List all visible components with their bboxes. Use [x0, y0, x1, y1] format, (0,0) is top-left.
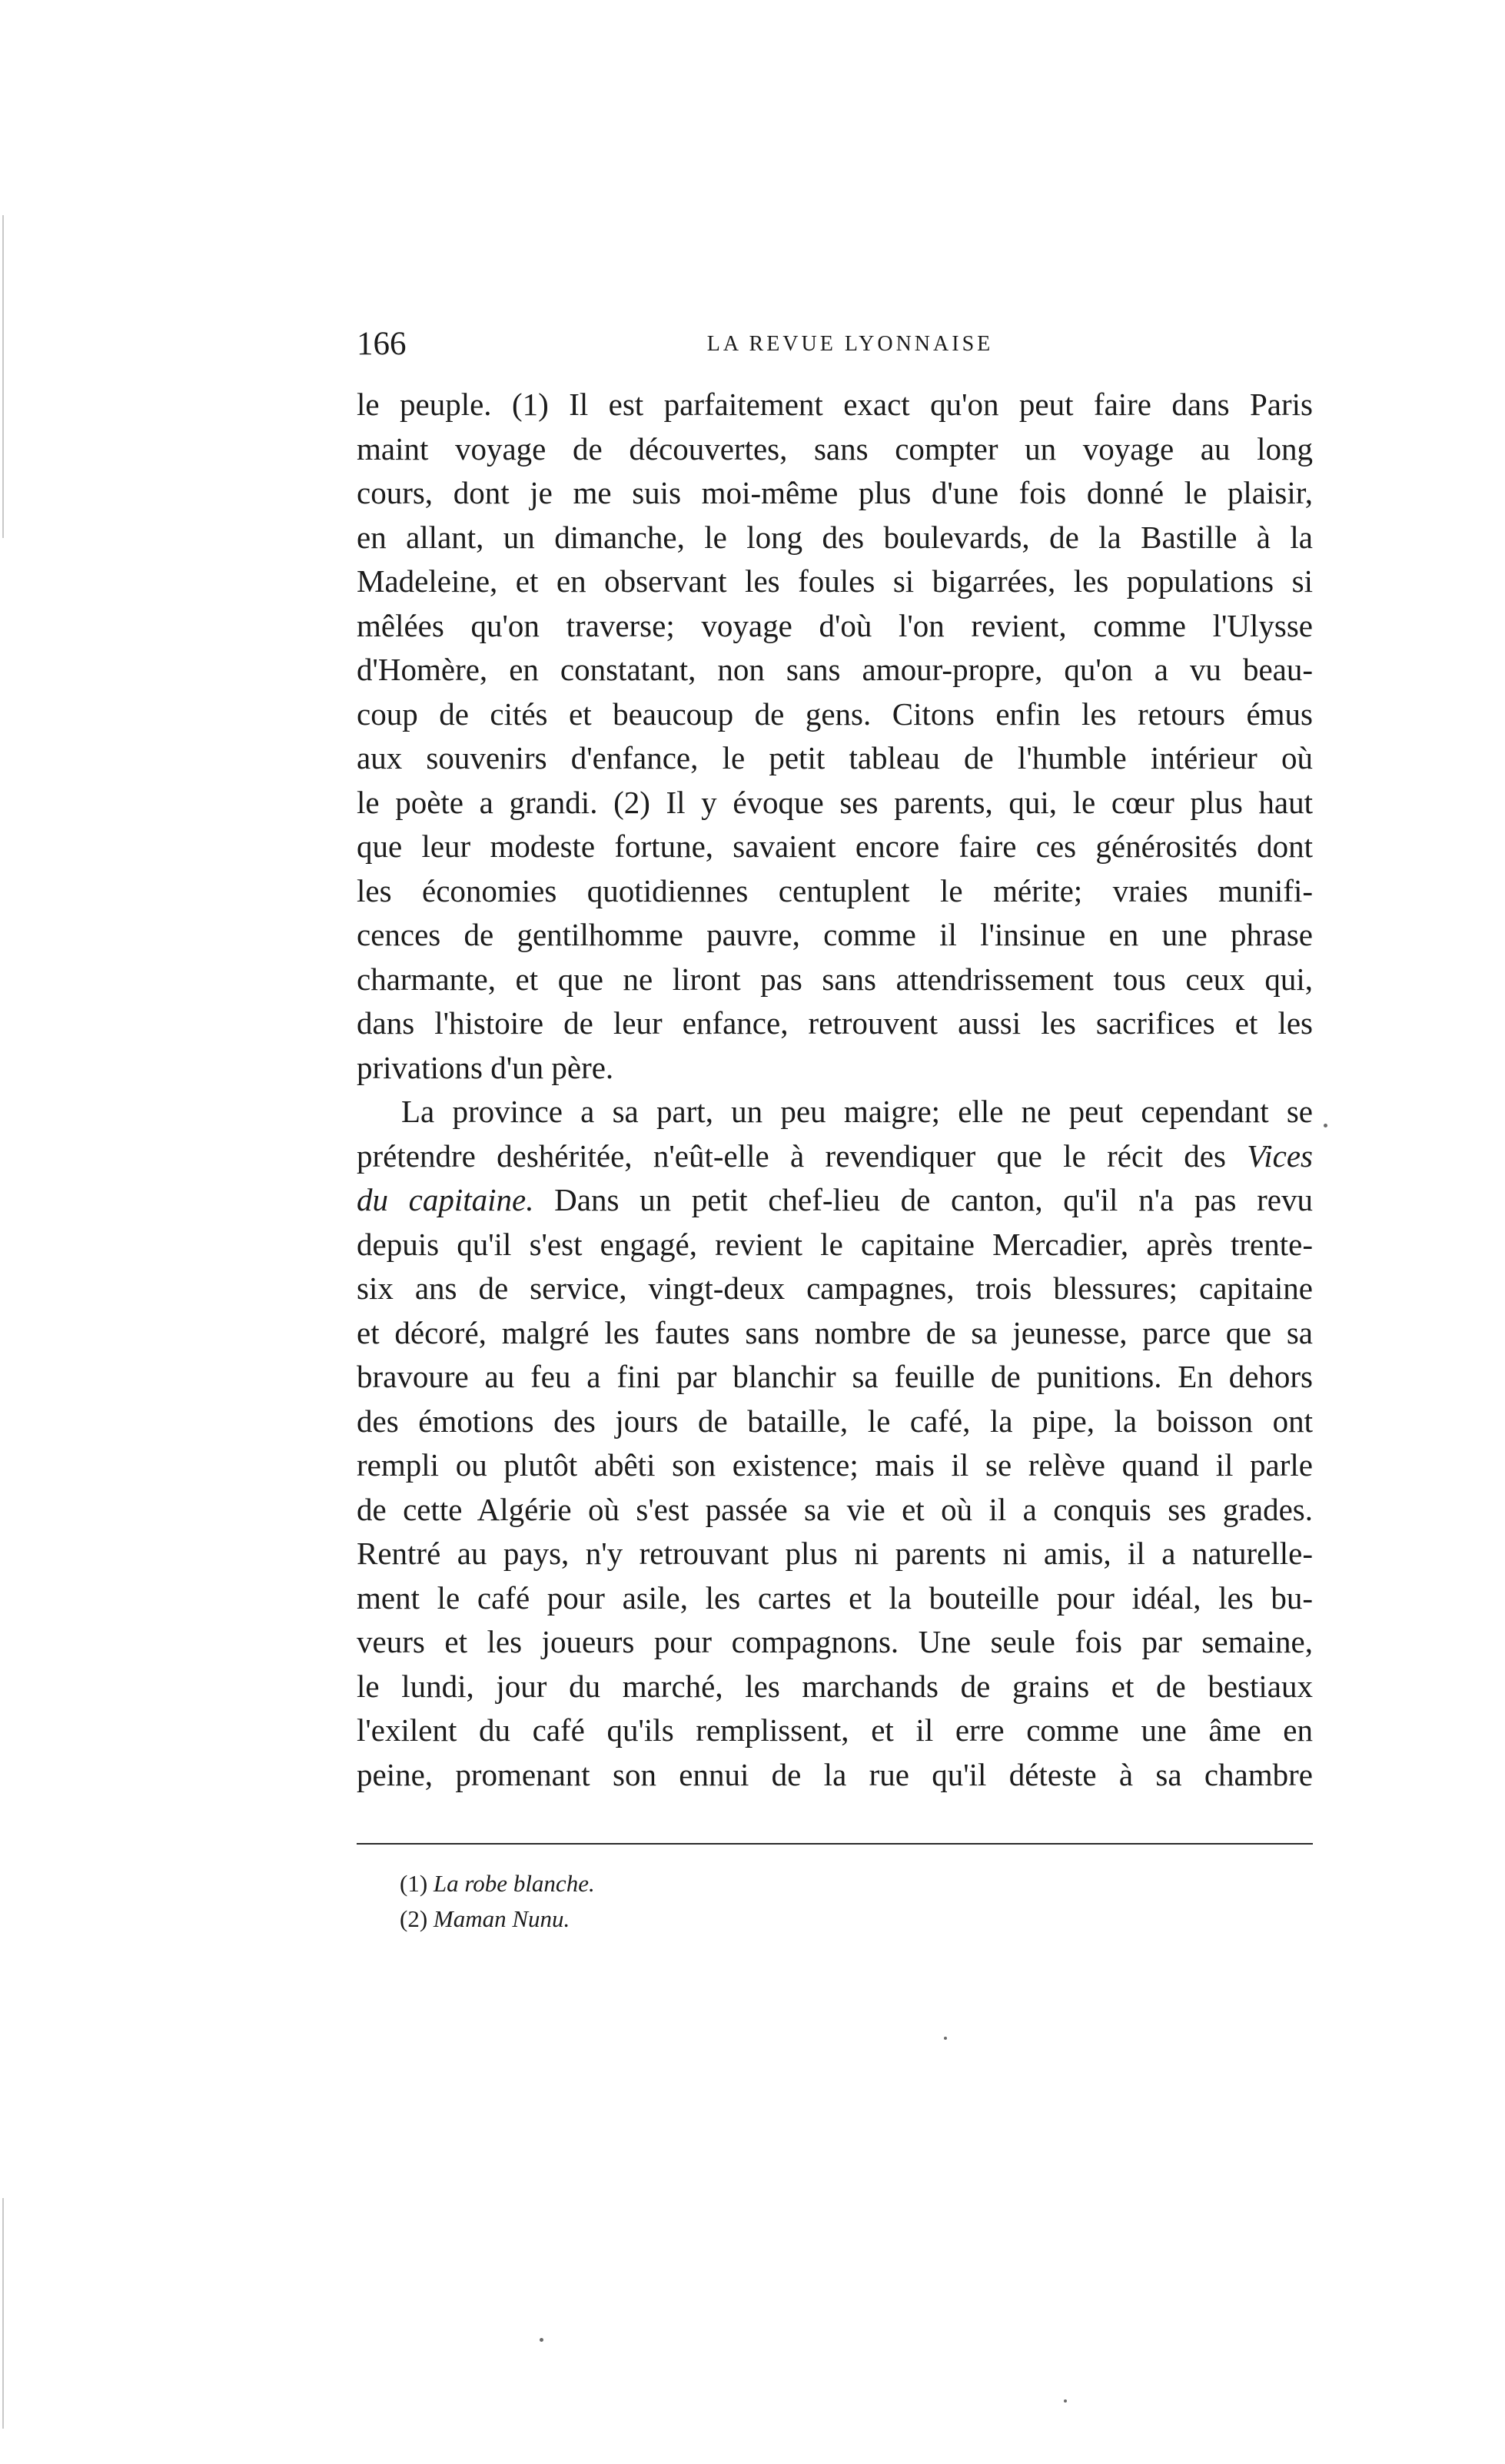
text-line: coup de cités et beaucoup de gens. Citons enfin les retours émus: [357, 696, 1313, 732]
text-line: dans l'histoire de leur enfance, retrouvent aussi les sacrifices et les: [357, 1005, 1313, 1041]
text-line: Rentré au pays, n'y retrouvant plus ni parents ni amis, il a naturelle-: [357, 1536, 1313, 1571]
footnote-divider: [357, 1843, 1313, 1845]
text-line: mêlées qu'on traverse; voyage d'où l'on revient, comme l'Ulysse: [357, 607, 1313, 643]
text-line: le poète a grandi. (2) Il y évoque ses parents, qui, le cœur plus haut: [357, 784, 1313, 820]
text-line: ment le café pour asile, les cartes et la bouteille pour idéal, les bu-: [357, 1579, 1313, 1616]
text-line: d'Homère, en constatant, non sans amour-propre, qu'on a vu beau-: [357, 652, 1313, 687]
text-line: le peuple. (1) Il est parfaitement exact qu'on peut faire dans Paris: [357, 387, 1313, 422]
scan-speck: [944, 2037, 947, 2040]
text-line: charmante, et que ne liront pas sans attendrissement tous ceux qui,: [357, 961, 1313, 997]
work-title: Vices: [1247, 1137, 1313, 1174]
text-line: bravoure au feu a fini par blanchir sa feuille de punitions. En dehors: [357, 1359, 1313, 1394]
text-line: cences de gentilhomme pauvre, comme il l'insinue en une phrase: [357, 917, 1313, 952]
footnote: [400, 1866, 595, 1901]
text-line: maint voyage de découvertes, sans compter un voyage au long: [357, 430, 1313, 467]
text-line-with-title: [357, 1178, 1313, 1223]
scan-speck: [540, 2338, 543, 2342]
text-line: les économies quotidiennes centuplent le mérite; vraies munifi-: [357, 872, 1313, 908]
text-segment: prétendre deshéritée, n'eût-elle à revendiquer que le récit des: [357, 1137, 1226, 1174]
scan-edge: [2, 2198, 4, 2429]
text-line: La province a sa part, un peu maigre; elle ne peut cependant se: [401, 1094, 1313, 1129]
text-line: de cette Algérie où s'est passée sa vie et où il a conquis ses grades.: [357, 1491, 1313, 1527]
body-text: [357, 383, 1313, 1797]
text-line: aux souvenirs d'enfance, le petit tableau de l'humble intérieur où: [357, 740, 1313, 775]
text-line: peine, promenant son ennui de la rue qu'il déteste à sa chambre: [357, 1756, 1313, 1792]
running-header: [357, 321, 1313, 367]
footnotes: [400, 1866, 595, 1937]
text-line: veurs et les joueurs pour compagnons. Une seule fois par semaine,: [357, 1624, 1313, 1659]
text-line: cours, dont je me suis moi-même plus d'une fois donné le plaisir,: [357, 475, 1313, 510]
text-line: six ans de service, vingt-deux campagnes, trois blessures; capitaine: [357, 1270, 1313, 1306]
page-number: 166: [357, 326, 407, 362]
footnote-marker: (1): [400, 1870, 428, 1897]
work-title: du capitaine.: [357, 1182, 534, 1217]
footnote: [400, 1901, 595, 1937]
scan-speck: [1324, 1124, 1327, 1127]
footnote-marker: (2): [400, 1905, 428, 1932]
footnote-text: Maman Nunu.: [433, 1905, 570, 1932]
text-segment: Dans un petit chef-lieu de canton, qu'il n'a pas revu: [533, 1182, 1313, 1217]
text-line: le lundi, jour du marché, les marchands de grains et de bestiaux: [357, 1668, 1313, 1704]
text-line: Madeleine, et en observant les foules si bigarrées, les populations si: [357, 563, 1313, 599]
scan-speck: [1064, 2399, 1067, 2403]
text-line: des émotions des jours de bataille, le café, la pipe, la boisson ont: [357, 1403, 1313, 1439]
footnote-text: La robe blanche.: [433, 1870, 595, 1897]
text-line-with-title: [357, 1134, 1313, 1179]
scan-edge: [2, 215, 4, 538]
text-line: privations d'un père.: [357, 1049, 614, 1085]
text-line: rempli ou plutôt abêti son existence; mais il se relève quand il parle: [357, 1447, 1313, 1483]
text-line: que leur modeste fortune, savaient encore faire ces générosités dont: [357, 829, 1313, 864]
text-line: l'exilent du café qu'ils remplissent, et il erre comme une âme en: [357, 1712, 1313, 1748]
running-title: LA REVUE LYONNAISE: [706, 332, 994, 356]
text-line: en allant, un dimanche, le long des boulevards, de la Bastille à la: [357, 519, 1313, 555]
text-line: et décoré, malgré les fautes sans nombre de sa jeunesse, parce que sa: [357, 1314, 1313, 1350]
text-line: depuis qu'il s'est engagé, revient le capitaine Mercadier, après trente-: [357, 1226, 1313, 1262]
